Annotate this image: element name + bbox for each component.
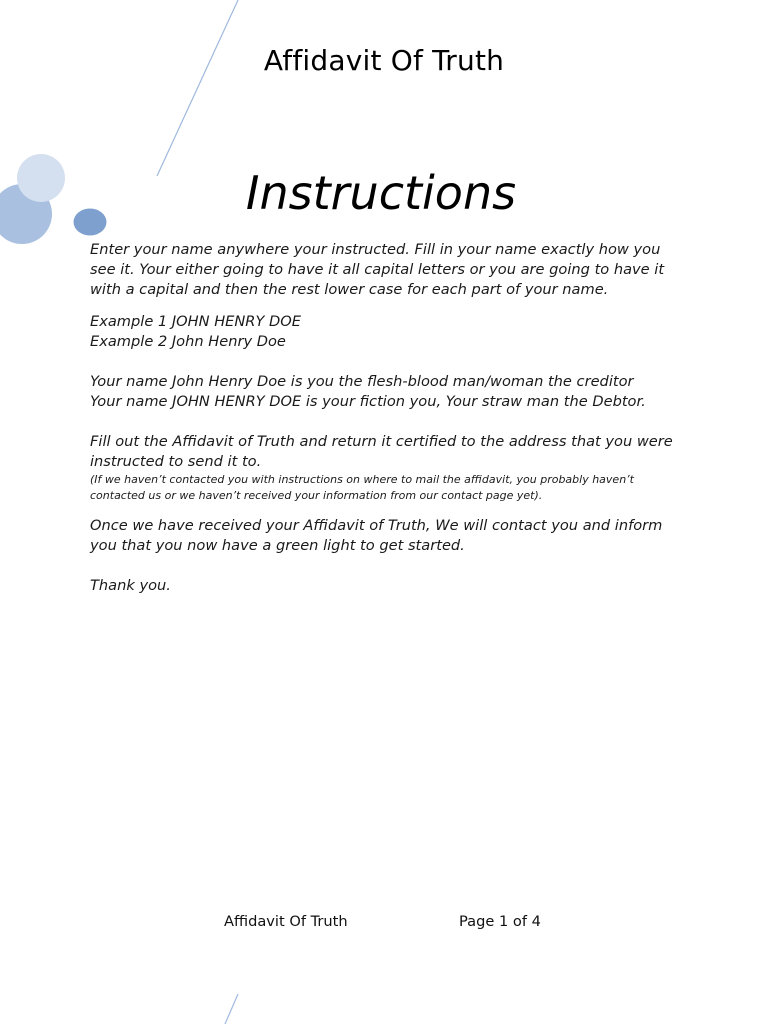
once-received-paragraph: Once we have received your Affidavit of Truth, We will contact you and inform you that you now have a green light to get started. <box>90 517 663 554</box>
example-2: Example 2 John Henry Doe <box>90 333 286 350</box>
document-header-title: Affidavit Of Truth <box>263 44 505 77</box>
footer-title: Affidavit Of Truth <box>224 913 348 930</box>
footer-page-number: Page 1 of 4 <box>459 913 541 930</box>
example-1: Example 1 JOHN HENRY DOE <box>90 313 301 330</box>
mailing-note: (If we haven’t contacted you with instructions on where to mail the affidavit, you probably haven’t contacted us or we haven’t received your information from our contact page yet). <box>90 473 634 502</box>
instructions-body <box>90 240 680 596</box>
creditor-line: Your name John Henry Doe is you the flesh-blood man/woman the creditor <box>90 373 634 390</box>
fill-out-paragraph: Fill out the Affidavit of Truth and return it certified to the address that you were instructed to send it to. <box>90 433 673 470</box>
intro-paragraph: Enter your name anywhere your instructed. Fill in your name exactly how you see it. Your either going to have it all capital letters or you are going to have it with a capital and then the rest lower case for each part of your name. <box>90 241 665 298</box>
decorative-line-bottom <box>225 994 238 1024</box>
debtor-line: Your name JOHN HENRY DOE is your fiction you, Your straw man the Debtor. <box>90 393 646 410</box>
decorative-line-top <box>157 0 238 176</box>
page-title: Instructions <box>245 166 517 220</box>
thank-you-text: Thank you. <box>90 577 171 594</box>
